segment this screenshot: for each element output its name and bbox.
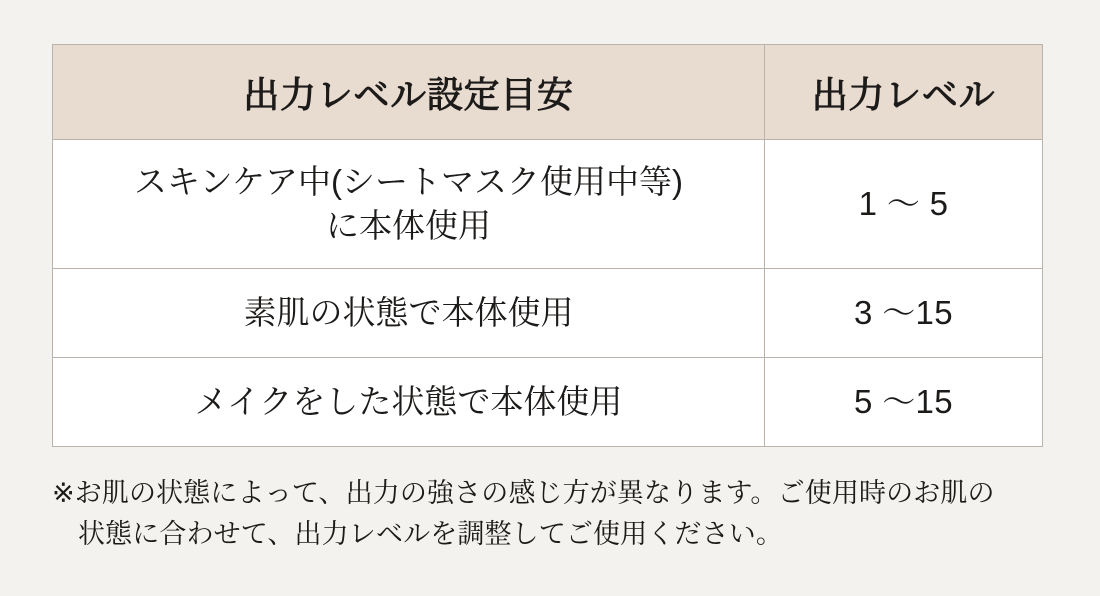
cell-description [53,269,765,358]
cell-description-line-1: スキンケア中(シートマスク使用中等) [134,163,683,201]
cell-description-line-1: 素肌の状態で本体使用 [243,294,574,332]
cell-level: 5 〜15 [765,358,1043,447]
cell-level: 3 〜15 [765,269,1043,358]
table-row [53,140,1043,269]
footnote-line-1: ※お肌の状態によって、出力の強さの感じ方が異なります。ご使用時のお肌の [52,478,995,508]
output-level-table [52,44,1043,447]
table-body [53,140,1043,447]
cell-level: 1 〜 5 [765,140,1043,269]
cell-description [53,358,765,447]
table-row [53,358,1043,447]
footnote [52,473,1052,555]
table-header-row [53,45,1043,140]
column-header-level: 出力レベル [765,45,1043,140]
column-header-description: 出力レベル設定目安 [53,45,765,140]
table-row [53,269,1043,358]
cell-description [53,140,765,269]
cell-description-line-2: に本体使用 [326,207,491,244]
footnote-line-2: 状態に合わせて、出力レベルを調整してご使用ください。 [78,519,783,550]
table-header [53,45,1043,140]
cell-description-line-1: メイクをした状態で本体使用 [194,383,623,421]
